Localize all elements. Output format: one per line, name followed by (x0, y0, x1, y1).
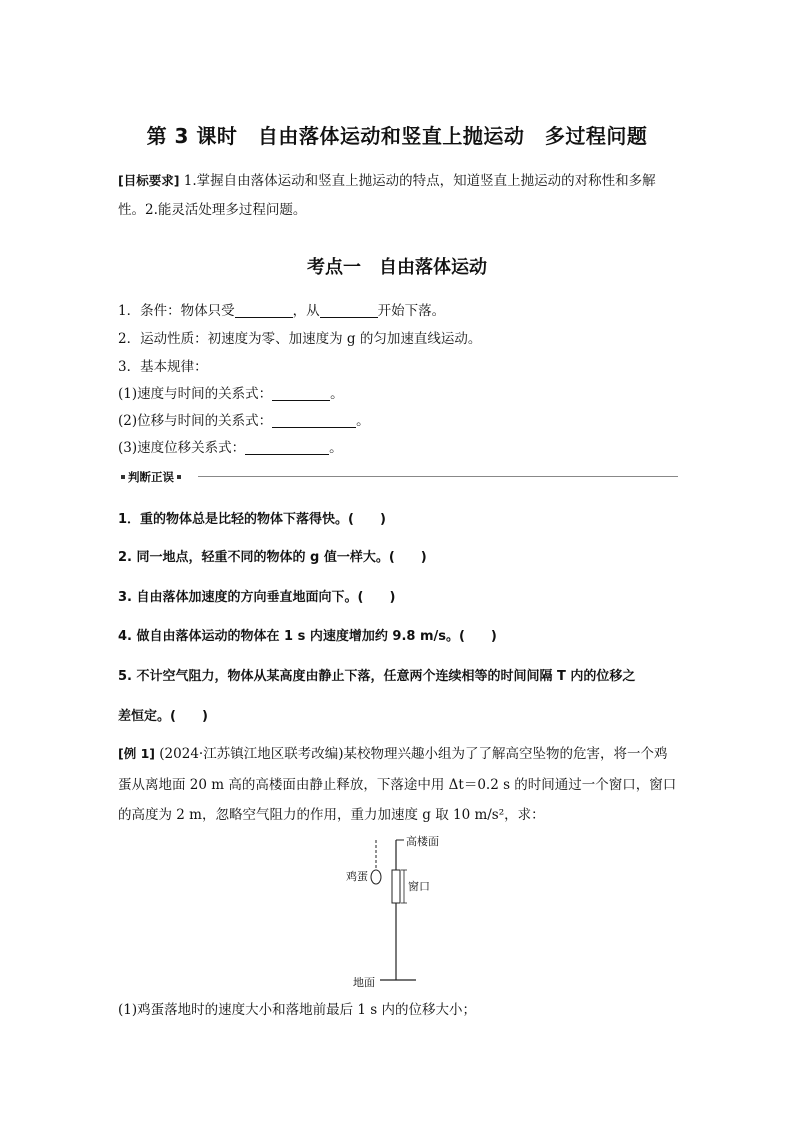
point-3-2-text: (2)位移与时间的关系式： (118, 413, 273, 429)
egg-label: 鸡蛋 (346, 870, 368, 883)
judge-item-1: 1．重的物体总是比轻的物体下落得快。( ) (118, 512, 386, 527)
point-1 (118, 301, 445, 321)
judge-header (118, 469, 678, 483)
square-icon (121, 475, 125, 479)
example-line-3: 的高度为 2 m，忽略空气阻力的作用，重力加速度 g 取 10 m/s²，求： (118, 807, 545, 823)
blank-5[interactable] (245, 440, 329, 455)
goal-text-1: 1.掌握自由落体运动和竖直上抛运动的特点，知道竖直上抛运动的对称性和多解 (183, 173, 656, 189)
judge-label: 判断正误 (128, 470, 174, 484)
point-3: 3．基本规律： (118, 359, 208, 375)
square-icon (177, 475, 181, 479)
judge-item-5: 5. 不计空气阻力，物体从某高度由静止下落，任意两个连续相等的时间间隔 T 内的位移之 (118, 669, 636, 684)
judge-item-3: 3. 自由落体加速度的方向垂直地面向下。( ) (118, 590, 396, 605)
egg-icon (371, 870, 381, 884)
point-3-2-end: 。 (356, 413, 370, 429)
judge-item-4: 4. 做自由落体运动的物体在 1 s 内速度增加约 9.8 m/s。( ) (118, 629, 497, 644)
point-3-3-text: (3)速度位移关系式： (118, 440, 246, 456)
blank-4[interactable] (272, 413, 356, 428)
blank-3[interactable] (272, 386, 330, 401)
judge-item-5-cont: 差恒定。( ) (118, 709, 208, 724)
example-tag: [例 1] (118, 746, 155, 761)
point-1-text-c: 开始下落。 (377, 303, 446, 319)
ground-label: 地面 (353, 976, 375, 989)
egg-window-figure (340, 830, 460, 990)
point-3-1-text: (1)速度与时间的关系式： (118, 386, 273, 402)
question-1: (1)鸡蛋落地时的速度大小和落地前最后 1 s 内的位移大小； (118, 1002, 477, 1018)
roof-label: 高楼面 (406, 835, 439, 848)
example-text-1: (2024·江苏镇江地区联考改编)某校物理兴趣小组为了了解高空坠物的危害，将一个鸡 (159, 746, 668, 762)
point-3-1-end: 。 (330, 386, 344, 402)
point-3-1 (118, 384, 344, 404)
window-label: 窗口 (408, 880, 430, 893)
section-title: 考点一 自由落体运动 (307, 257, 487, 278)
page-title: 第 3 课时 自由落体运动和竖直上抛运动 多过程问题 (146, 124, 648, 148)
point-3-3 (118, 438, 343, 458)
point-3-3-end: 。 (329, 440, 343, 456)
divider (198, 476, 678, 477)
blank-1[interactable] (235, 303, 293, 318)
point-2: 2．运动性质：初速度为零、加速度为 g 的匀加速直线运动。 (118, 331, 482, 347)
example-line-2: 蛋从离地面 20 m 高的高楼面由静止释放，下落途中用 Δt＝0.2 s 的时间通过一个窗口，窗口 (118, 777, 677, 793)
blank-2[interactable] (320, 303, 378, 318)
goal-tag: [目标要求] (118, 173, 180, 188)
judge-item-2: 2. 同一地点，轻重不同的物体的 g 值一样大。( ) (118, 550, 427, 565)
point-1-text-a: 1．条件：物体只受 (118, 303, 235, 319)
point-1-text-b: ，从 (292, 303, 320, 319)
point-3-2 (118, 411, 370, 431)
example-line-1 (118, 744, 667, 764)
goal-line-1 (118, 171, 656, 191)
judge-label-wrap (118, 469, 184, 485)
window-rect (392, 870, 400, 903)
goal-line-2: 性。2.能灵活处理多过程问题。 (118, 202, 307, 218)
